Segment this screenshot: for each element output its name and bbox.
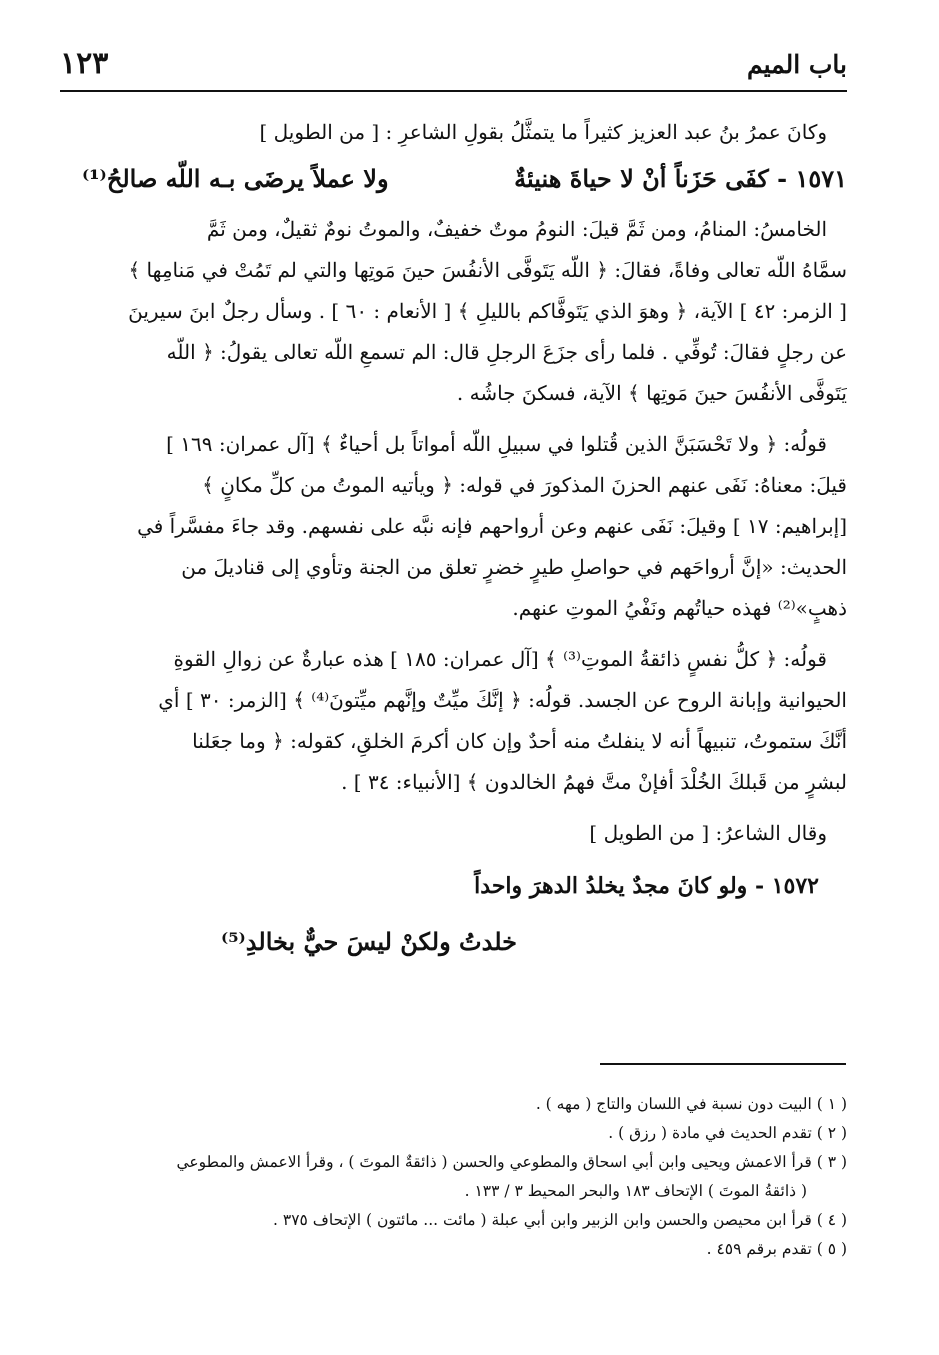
paragraph-line: قولُه: ﴿ ولا تَحْسَبَنَّ الذين قُتلوا في سبيلِ اللّه أمواتاً بل أحياءٌ ﴾ [آل عمران: ١٦٩ ] <box>166 432 827 456</box>
paragraph-line: لبشرٍ من قَبلكَ الخُلْدَ أفإنْ متَّ فهمُ الخالدون ﴾ [الأنبياء: ٣٤ ] . <box>341 770 847 794</box>
footnote-1: ( ١ ) البيت دون نسبة في اللسان والتاج ( مهه ) . <box>535 1095 847 1113</box>
paragraph-3 <box>82 639 847 803</box>
paragraph-line: سمَّاهُ اللّه تعالى وفاةً، فقالَ: ﴿ اللّه يَتَوفَّى الأنفُسَ حينَ مَوتِها والتي لم تَمُتْ في مَنامِها ﴾ <box>128 258 847 282</box>
intro-line: وكانَ عمرُ بنُ عبد العزيز كثيراً ما يتمثَّلُ بقولِ الشاعرِ : [ من الطويل ] <box>259 120 827 144</box>
paragraph-line: [ الزمر: ٤٢ ] الآية، ﴿ وهوَ الذي يَتَوفَّاكم بالليلِ ﴾ [ الأنعام : ٦٠ ] . وسأل رجلٌ ابنَ سيرينَ <box>128 299 847 323</box>
paragraph-line: الخامسُ: المنامُ، ومن ثَمَّ قيلَ: النومُ موتٌ خفيفٌ، والموتُ نومٌ ثقيلٌ، ومن ثَمَّ <box>206 217 827 241</box>
footnote-3-continued: ( ذائقةُ الموتَ ) الإتحاف ١٨٣ والبحر المحيط ٣ / ١٣٣ . <box>464 1182 807 1200</box>
footnote-4: ( ٤ ) قرأ ابن محيصن والحسن وابن الزبير وابن أبي عبلة ( مائت ... مائتون ) الإتحاف ٣٧٥ . <box>273 1211 847 1229</box>
footnote-2: ( ٢ ) تقدم الحديث في مادة ( رزق ) . <box>608 1124 847 1142</box>
paragraph-line: الحيوانية وإبانة الروح عن الجسد. قولُه: ﴿ إنَّكَ ميِّتٌ وإنَّهم ميِّتونَ⁽⁴⁾ ﴾ [الزمر: ٣٠ ] أي <box>158 688 847 712</box>
verse-1571 <box>82 157 847 201</box>
verse-1571-hemistich-2: ولا عملاً يرضَى بـه اللّه صالحُ⁽¹⁾ <box>82 164 389 193</box>
paragraph-line: الحديث: «إنَّ أرواحَهم في حواصلِ طيرٍ خضرٍ تعلق من الجنة وتأوي إلى قناديلَ من <box>181 555 847 579</box>
paragraph-line: أنَّكَ ستموتُ، تنبيهاً أنه لا ينفلتُ منه أحدٌ وإن كان أكرمَ الخلقِ، كقوله: ﴿ وما جعَلنا <box>192 729 847 753</box>
page-header <box>60 38 847 92</box>
verse-1572-hemistich-1: ١٥٧٢ - ولو كانَ مجدٌ يخلدُ الدهرَ واحداً <box>474 873 819 899</box>
page-number: ١٢٣ <box>60 46 109 81</box>
paragraph-line: [إبراهيم: ١٧ ] وقيلَ: نَفَى عنهم وعن أرواحهم فإنه نبَّه على نفسهم. وقد جاءَ مفسَّراً في <box>137 514 847 538</box>
footnote-3: ( ٣ ) قرأ الاعمش ويحيى وابن أبي اسحاق والمطوعي والحسن ( ذائقةٌ الموتَ ) ، وقرأ الاعمش والمطوعي <box>176 1153 847 1171</box>
paragraph-line: يَتَوفَّى الأنفُسَ حينَ مَوتِها ﴾ الآية، فسكنَ جاشُه . <box>456 381 847 405</box>
paragraph-line: عن رجلٍ فقالَ: تُوفِّي . فلما رأى جزَعَ الرجلِ قال: الم تسمعِ اللّه تعالى يقولُ: ﴿ اللّه <box>166 340 847 364</box>
footnote-5: ( ٥ ) تقدم برقم ٤٥٩ . <box>706 1240 847 1258</box>
paragraph-line: ذهبٍ»⁽²⁾ فهذه حياتُهم ونَفْيُ الموتِ عنهم. <box>512 596 847 620</box>
chapter-title: باب الميم <box>746 50 847 79</box>
verse-1571-hemistich-1: ١٥٧١ - كفَى حَزَناً أنْ لا حياةَ هنيئةٌ <box>514 164 847 193</box>
paragraph-2 <box>82 424 847 629</box>
paragraph-1 <box>82 209 847 414</box>
verse-1572 <box>82 860 847 972</box>
verse-1572-hemistich-2: خلدتُ ولكنْ ليسَ حيٌّ بخالدِ⁽⁵⁾ <box>220 927 517 956</box>
main-text <box>82 112 847 972</box>
paragraph-line: قولُه: ﴿ كلُّ نفسٍ ذائقةُ الموتِ⁽³⁾ ﴾ [آل عمران: ١٨٥ ] هذه عبارةٌ عن زوالِ القوةِ <box>173 647 827 671</box>
paragraph-line: قيلَ: معناهُ: نَفَى عنهم الحزنَ المذكورَ في قوله: ﴿ ويأتيه الموتُ من كلِّ مكانٍ ﴾ <box>202 473 847 497</box>
footnote-divider <box>600 1063 846 1065</box>
footnotes <box>70 1090 847 1264</box>
poet-intro: وقال الشاعرُ: [ من الطويل ] <box>589 821 827 845</box>
